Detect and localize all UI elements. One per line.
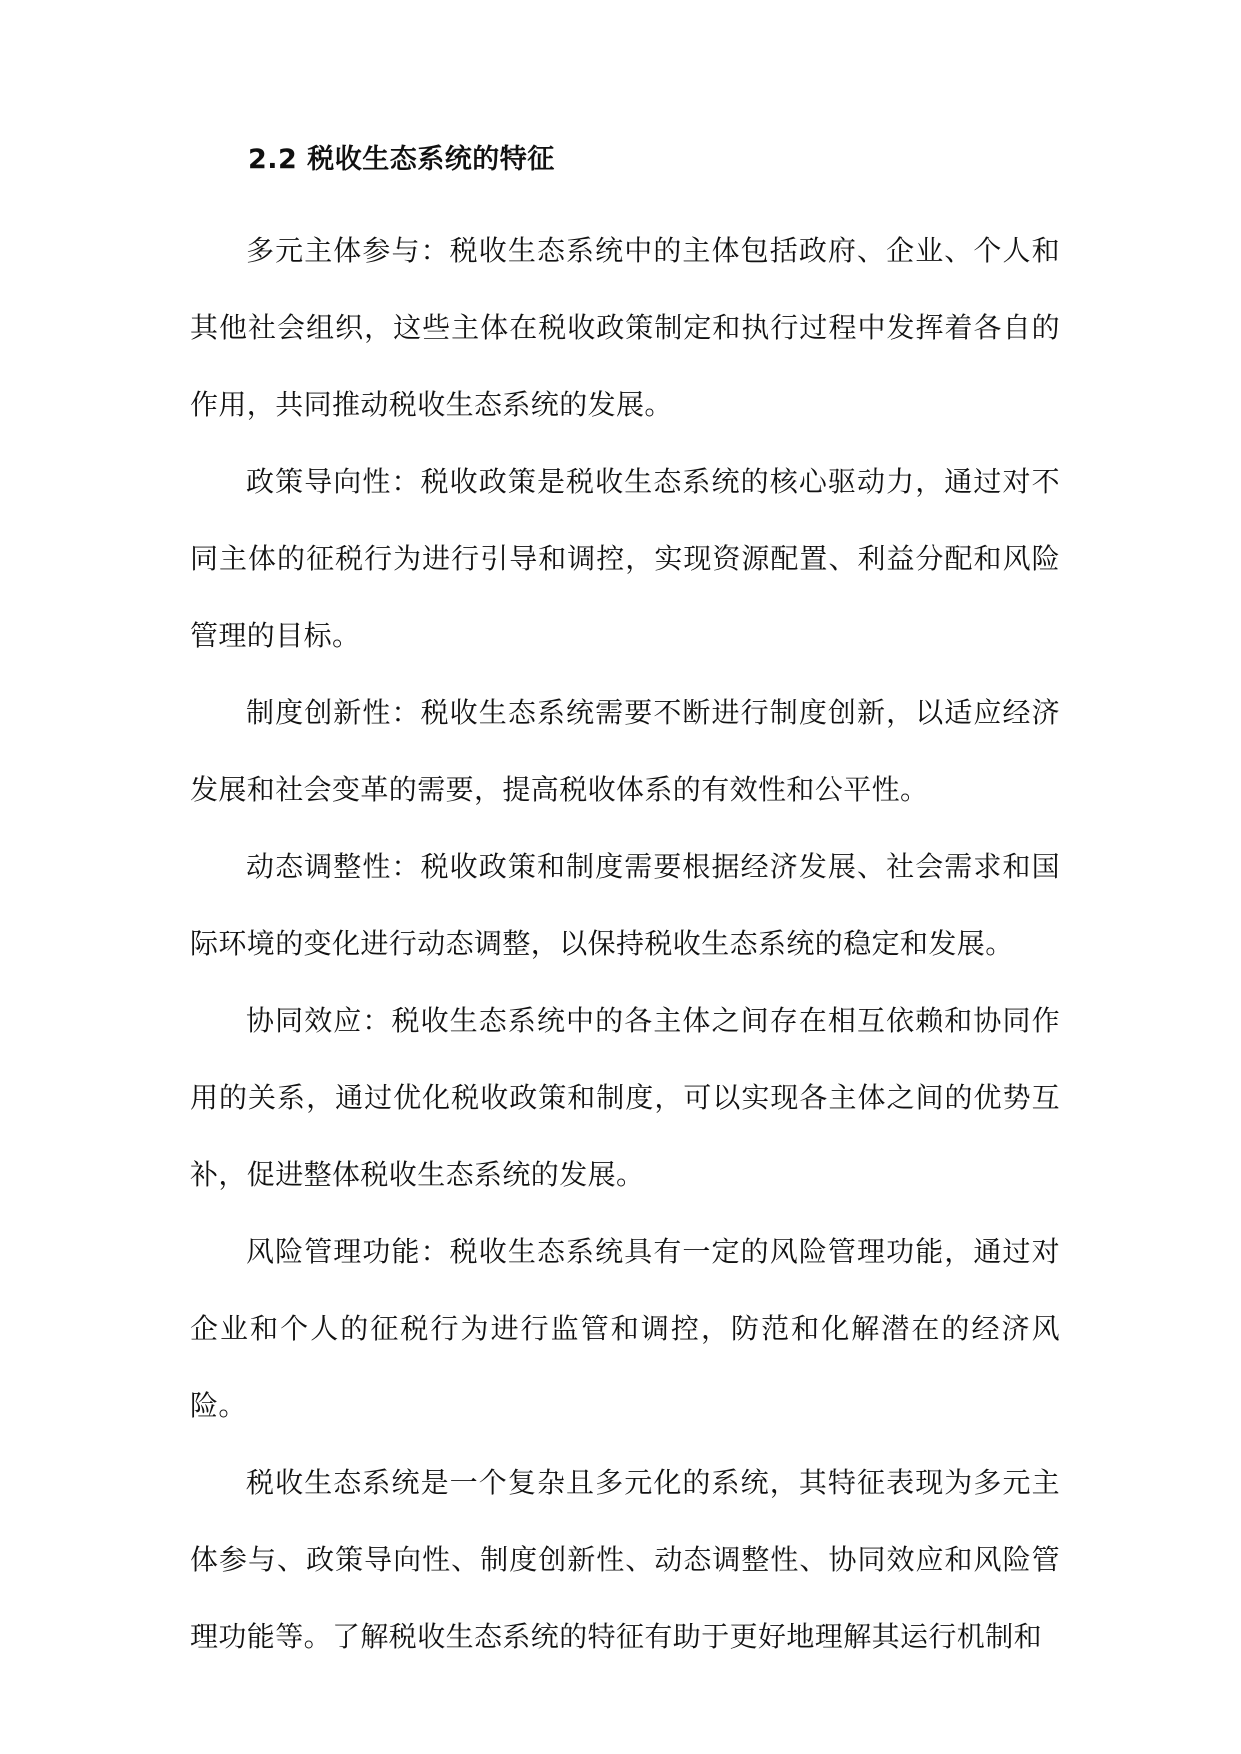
- paragraph-policy-orientation: 政策导向性：税收政策是税收生态系统的核心驱动力，通过对不同主体的征税行为进行引导和调控，实现资源配置、利益分配和风险管理的目标。: [190, 465, 1060, 652]
- paragraph-multi-subject: 多元主体参与：税收生态系统中的主体包括政府、企业、个人和其他社会组织，这些主体在税收政策制定和执行过程中发挥着各自的作用，共同推动税收生态系统的发展。: [190, 234, 1060, 421]
- paragraph-dynamic-adjustment: 动态调整性：税收政策和制度需要根据经济发展、社会需求和国际环境的变化进行动态调整，以保持税收生态系统的稳定和发展。: [190, 850, 1060, 960]
- paragraph-risk-management: 风险管理功能：税收生态系统具有一定的风险管理功能，通过对企业和个人的征税行为进行监管和调控，防范和化解潜在的经济风险。: [190, 1235, 1060, 1422]
- heading-spacer: [190, 180, 1060, 212]
- document-body: [190, 140, 1060, 1675]
- section-heading: 2.2 税收生态系统的特征: [248, 144, 555, 175]
- paragraph-synergy-effect: 协同效应：税收生态系统中的各主体之间存在相互依赖和协同作用的关系，通过优化税收政策和制度，可以实现各主体之间的优势互补，促进整体税收生态系统的发展。: [190, 1004, 1060, 1191]
- paragraph-summary: 税收生态系统是一个复杂且多元化的系统，其特征表现为多元主体参与、政策导向性、制度创新性、动态调整性、协同效应和风险管理功能等。了解税收生态系统的特征有助于更好地理解其运行机制和: [190, 1466, 1060, 1653]
- paragraph-institutional-innovation: 制度创新性：税收生态系统需要不断进行制度创新，以适应经济发展和社会变革的需要，提高税收体系的有效性和公平性。: [190, 696, 1060, 806]
